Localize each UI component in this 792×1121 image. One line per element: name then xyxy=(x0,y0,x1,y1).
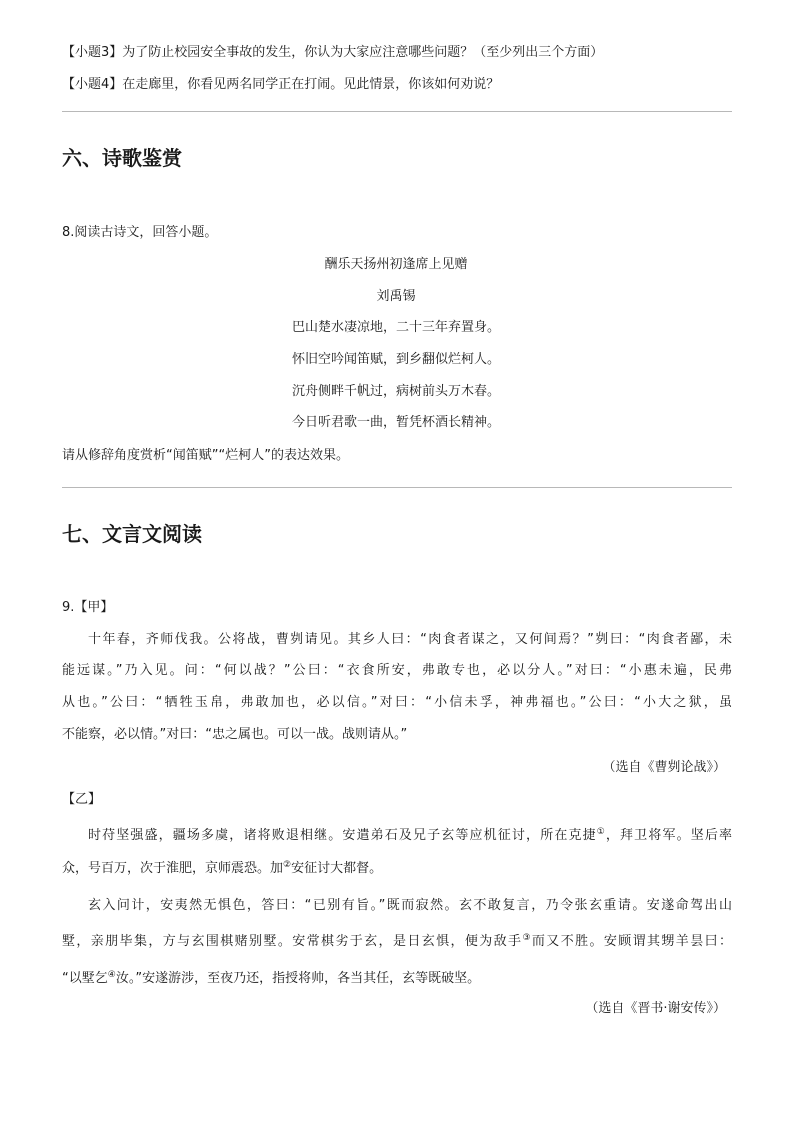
poem-line: 巴山楚水凄凉地，二十三年弃置身。 xyxy=(291,320,500,335)
yi-text-line: 众，号百万，次于淮肥，京师震恐。加②安征讨大都督。 xyxy=(62,860,383,876)
footnote-marker-1: ① xyxy=(596,827,606,837)
jia-text-line: 从也。”公曰：“牺牲玉帛，弗敢加也，必以信。”对曰：“小信未孚，神弗福也。”公曰：“小大之狱，虽 xyxy=(62,695,732,710)
question-3: 【小题3】为了防止校园安全事故的发生，你认为大家应注意哪些问题？（至少列出三个方面） xyxy=(62,45,604,60)
section-7-heading: 七、文言文阅读 xyxy=(62,522,202,546)
yi-text-line: 墅，亲朋毕集，方与玄围棋赌别墅。安常棋劣于玄，是日玄惧，便为敌手③而又不胜。安顾谓其甥羊昙曰： xyxy=(62,933,732,949)
yi-label: 【乙】 xyxy=(62,792,102,807)
question-4: 【小题4】在走廊里，你看见两名同学正在打闹。见此情景，你该如何劝说？ xyxy=(62,77,500,92)
jia-text-line: 不能察，必以情。”对曰：“忠之属也。可以一战。战则请从。” xyxy=(62,727,408,742)
yi-text-line: “以墅乞④汝。”安遂游涉，至夜乃还，指授将帅，各当其任，玄等既破坚。 xyxy=(62,970,481,986)
jia-source: （选自《曹刿论战》） xyxy=(602,760,726,775)
section-6-heading: 六、诗歌鉴赏 xyxy=(62,146,182,170)
yi-source: （选自《晋书·谢安传》） xyxy=(585,1001,726,1016)
footnote-marker-3: ③ xyxy=(522,933,532,943)
yi-text-line: 玄入问计，安夷然无惧色，答曰：“已别有旨。”既而寂然。玄不敢复言，乃令张玄重请。安遂命驾出山 xyxy=(88,898,732,913)
jia-text-line: 能远谋。”乃入见。问：“何以战？”公曰：“衣食所安，弗敢专也，必以分人。”对曰：“小惠未遍，民弗 xyxy=(62,663,732,678)
question-9-label: 9.【甲】 xyxy=(62,600,114,615)
section-divider xyxy=(62,487,732,488)
yi-text-line: 时苻坚强盛，疆场多虞，诸将败退相继。安遣弟石及兄子玄等应机征讨，所在克捷①，拜卫将军。坚后率 xyxy=(88,827,732,843)
poem-question: 请从修辞角度赏析“闻笛赋”“烂柯人”的表达效果。 xyxy=(62,448,349,463)
poem-author: 刘禹锡 xyxy=(376,289,416,304)
footnote-marker-4: ④ xyxy=(107,970,116,980)
question-8-intro: 8.阅读古诗文，回答小题。 xyxy=(62,225,218,240)
footnote-marker-2: ② xyxy=(283,860,292,870)
section-divider xyxy=(62,111,732,112)
poem-title: 酬乐天扬州初逢席上见赠 xyxy=(324,257,468,272)
poem-line: 怀旧空吟闻笛赋，到乡翻似烂柯人。 xyxy=(291,352,500,367)
poem-line: 沉舟侧畔千帆过，病树前头万木春。 xyxy=(291,384,500,399)
poem-line: 今日听君歌一曲，暂凭杯酒长精神。 xyxy=(291,415,500,430)
jia-text-line: 十年春，齐师伐我。公将战，曹刿请见。其乡人曰：“肉食者谋之，又何间焉？”刿曰：“肉食者鄙，未 xyxy=(88,632,732,647)
